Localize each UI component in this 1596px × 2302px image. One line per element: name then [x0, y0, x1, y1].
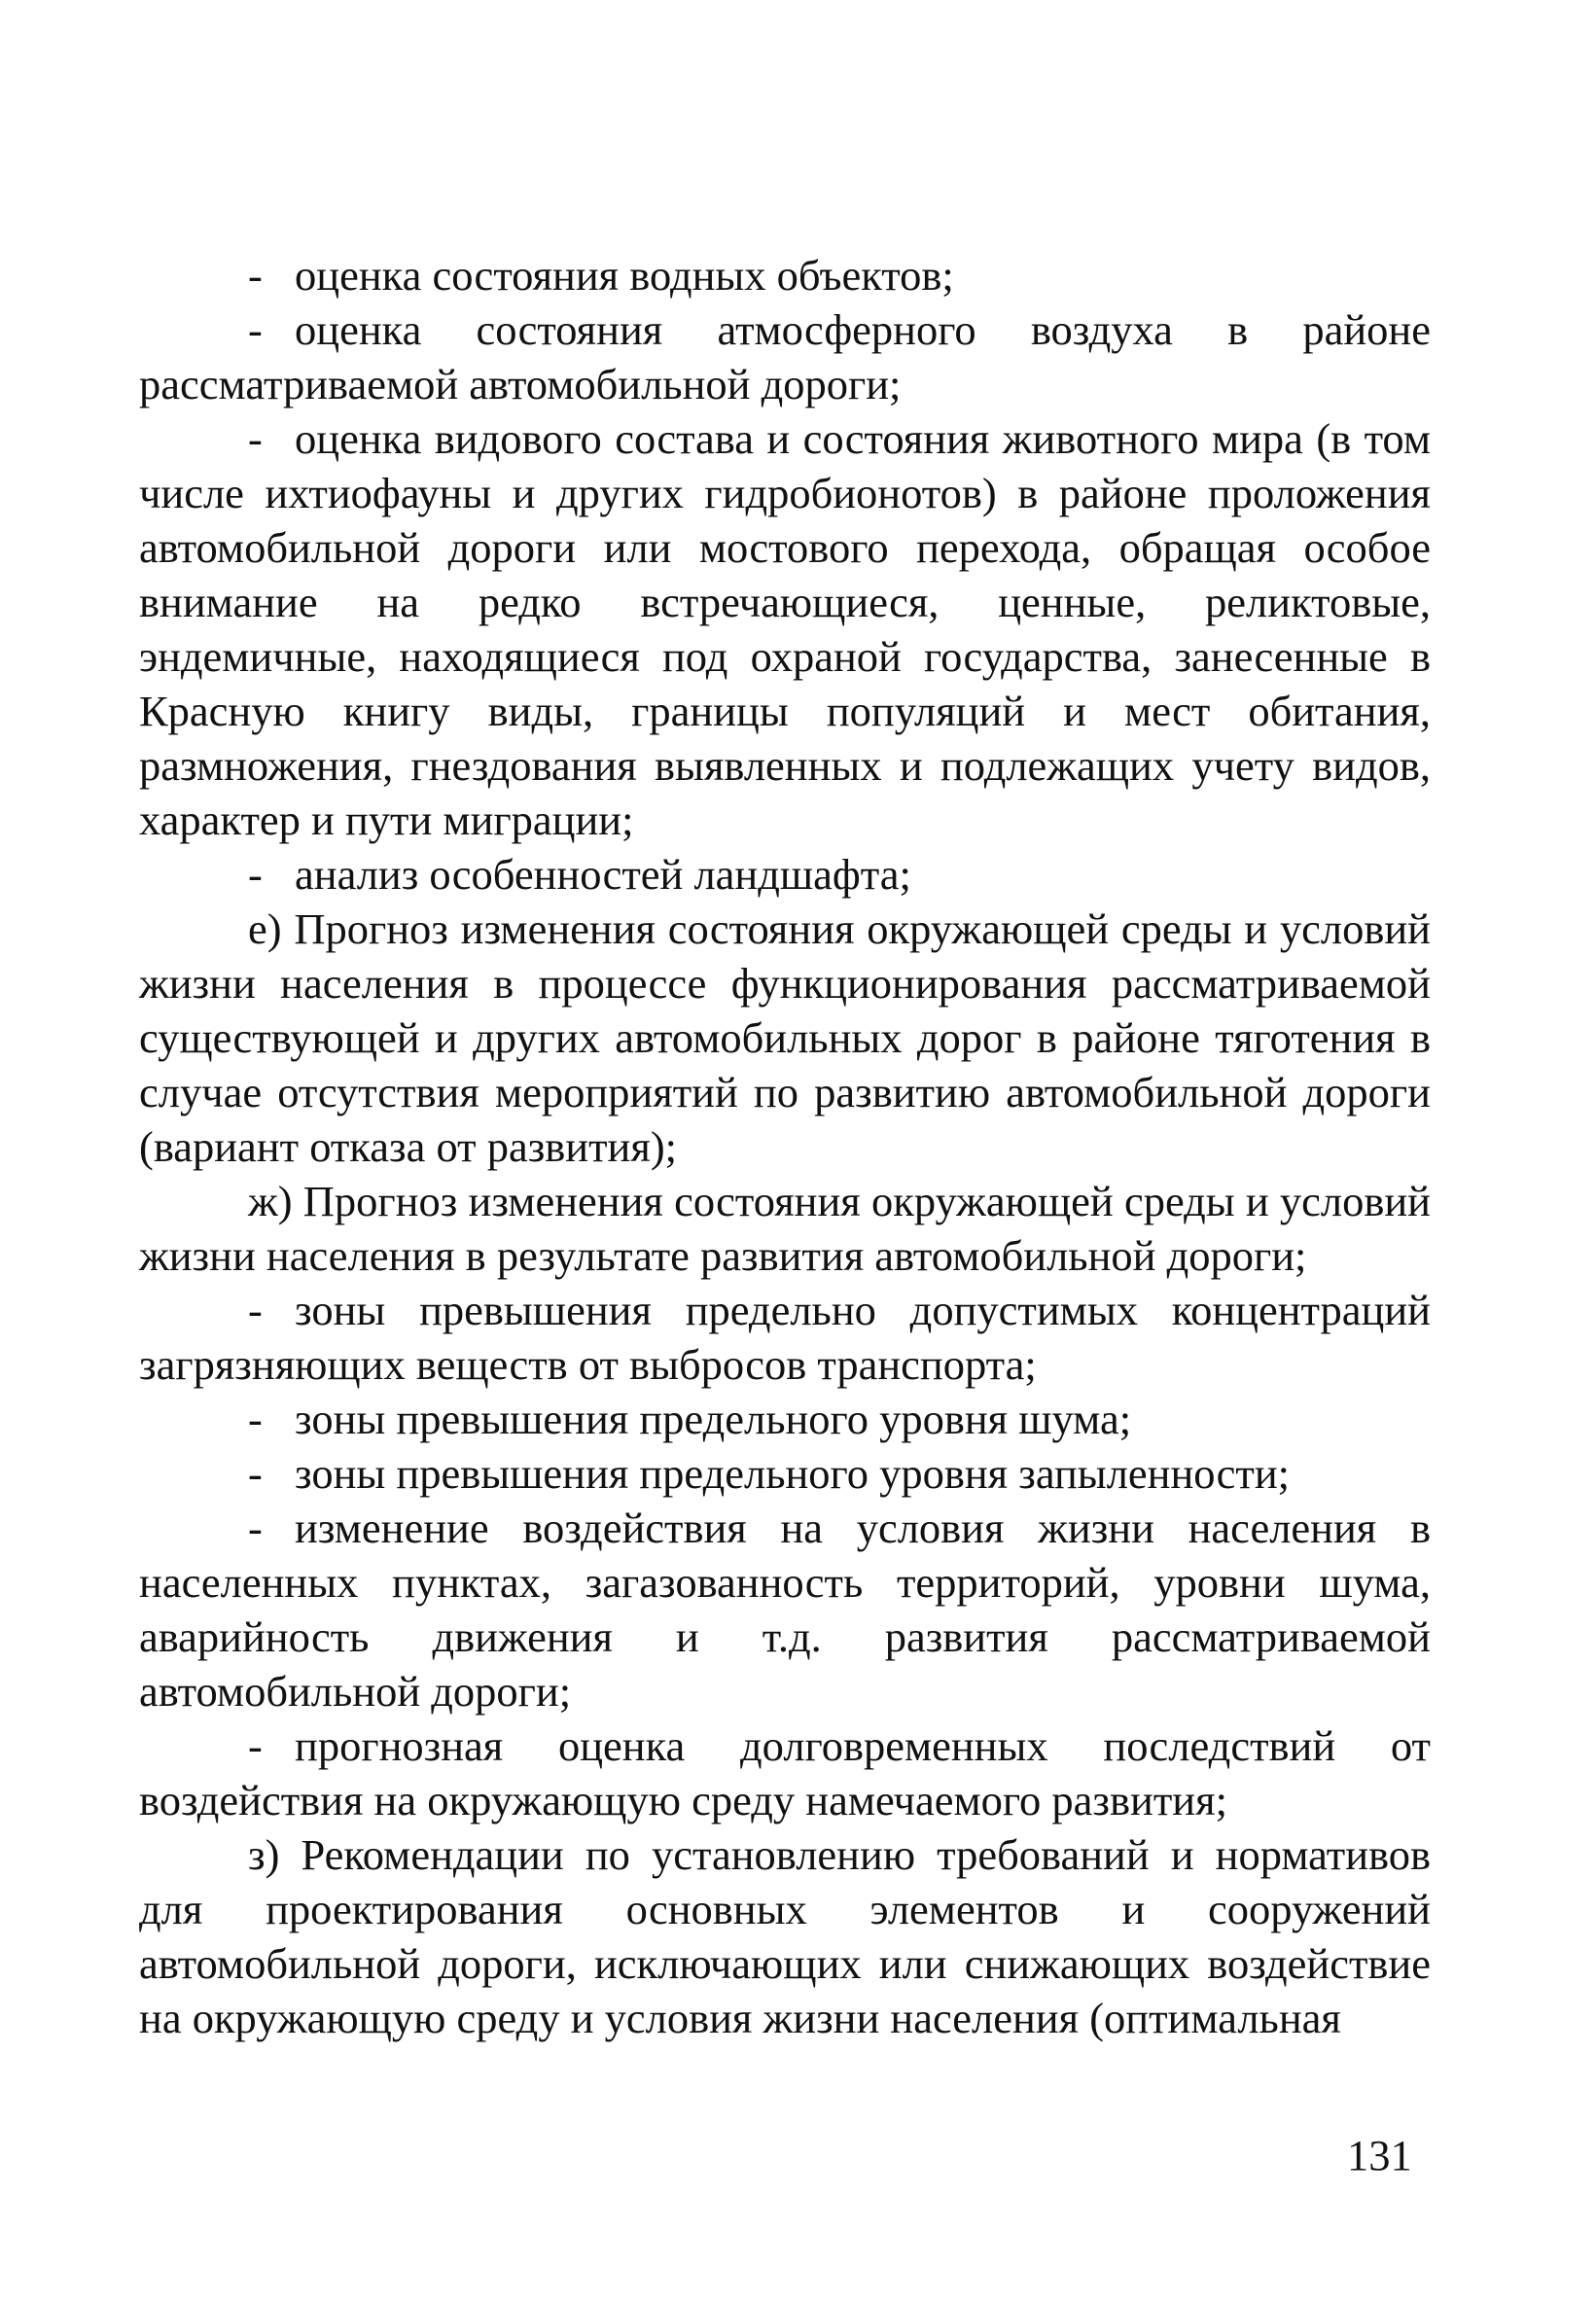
list-dash: - — [248, 850, 263, 899]
paragraph-text: оценка видового состава и состояния животного мира (в том числе ихтиофауны и других гидробионотов) в районе проложения автомобильной дороги или мостового перехода, обращая особое внимание на редко встречающиеся, ценные, реликтовые, эндемичные, находящиеся под охраной государства, занесенные в Красную книгу виды, границы популяций и мест обитания, размножения, гнездования выявленных и подлежащих учету видов, характер и пути миграции; — [139, 414, 1431, 844]
list-item — [139, 1392, 1431, 1446]
paragraph-text: зоны превышения предельного уровня шума; — [295, 1395, 1132, 1443]
paragraph-text: оценка состояния атмосферного воздуха в районе рассматриваемой автомобильной дороги; — [139, 305, 1431, 408]
list-dash: - — [248, 1504, 263, 1552]
list-dash: - — [248, 1286, 263, 1334]
paragraph-text: зоны превышения предельного уровня запыленности; — [295, 1449, 1291, 1498]
paragraph-text: е) Прогноз изменения состояния окружающей среды и условий жизни населения в процессе функционирования рассматриваемой существующей и других автомобильных дорог в районе тяготения в случае отсутствия мероприятий по развитию автомобильной дороги (вариант отказа от развития); — [139, 904, 1431, 1171]
list-dash: - — [248, 414, 263, 463]
section-paragraph — [139, 902, 1431, 1174]
paragraph-text: оценка состояния водных объектов; — [295, 251, 954, 300]
list-item — [139, 411, 1431, 847]
list-item — [139, 847, 1431, 902]
paragraph-text: з) Рекомендации по установлению требований и нормативов для проектирования основных элементов и сооружений автомобильной дороги, исключающих или снижающих воздействие на окружающую среду и условия жизни населения (оптимальная — [139, 1830, 1431, 2042]
page-number: 131 — [1347, 2131, 1412, 2179]
list-item — [139, 302, 1431, 411]
list-dash: - — [248, 1395, 263, 1443]
body-text — [139, 248, 1431, 2045]
section-paragraph — [139, 1174, 1431, 1283]
section-paragraph — [139, 1827, 1431, 2045]
paragraph-text: зоны превышения предельно допустимых концентраций загрязняющих веществ от выбросов транспорта; — [139, 1286, 1431, 1389]
list-dash: - — [248, 305, 263, 354]
paragraph-text: анализ особенностей ландшафта; — [295, 850, 911, 899]
list-dash: - — [248, 251, 263, 300]
list-item — [139, 248, 1431, 302]
list-item — [139, 1501, 1431, 1718]
paragraph-text: ж) Прогноз изменения состояния окружающей среды и условий жизни населения в результате развития автомобильной дороги; — [139, 1177, 1431, 1280]
paragraph-text: изменение воздействия на условия жизни населения в населенных пунктах, загазованность территорий, уровни шума, аварийность движения и т.д. развития рассматриваемой автомобильной дороги; — [139, 1504, 1431, 1716]
list-dash: - — [248, 1449, 263, 1498]
list-item — [139, 1718, 1431, 1827]
paragraph-text: прогнозная оценка долговременных последствий от воздействия на окружающую среду намечаемого развития; — [139, 1721, 1431, 1824]
list-item — [139, 1446, 1431, 1501]
list-item — [139, 1283, 1431, 1392]
list-dash: - — [248, 1721, 263, 1770]
